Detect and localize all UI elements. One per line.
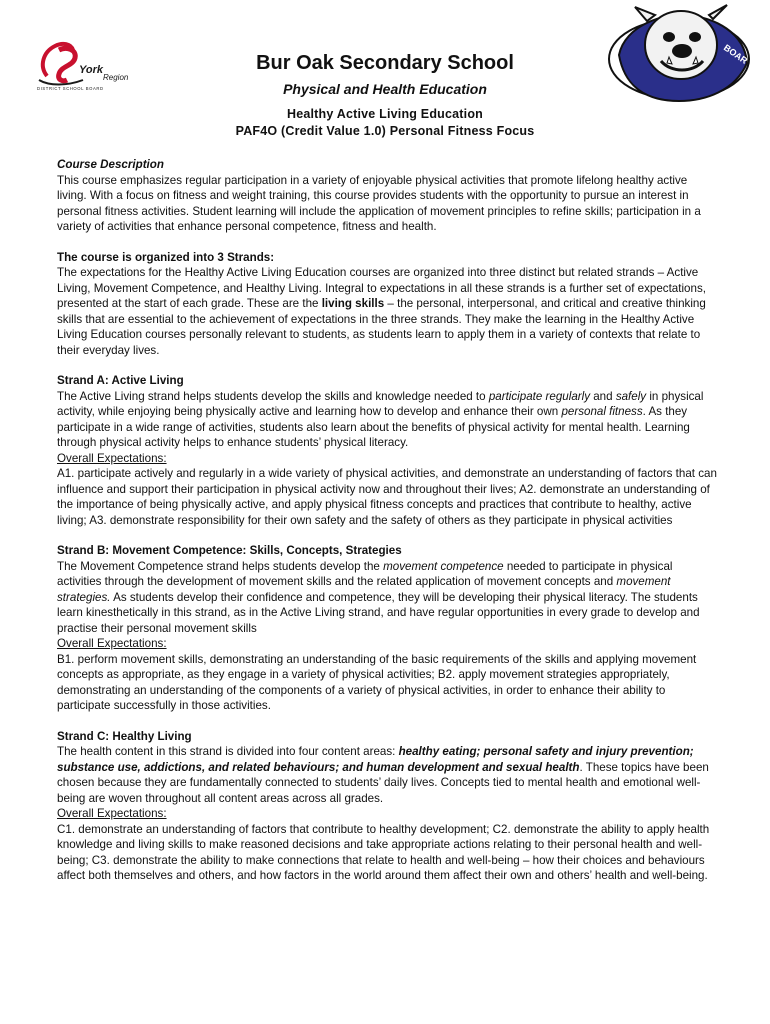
- course-title: Healthy Active Living Education: [286, 107, 484, 121]
- strand-a-expectations: A1. participate actively and regularly in a wide variety of physical activities, and demonstrate an understanding of factors that can influence and support their participation in physical activity now and throughout their lives; A2. demonstrate an understanding of the importance of being physically active, and apply physical fitness concepts and practices that contribute to healthy, active living; A3. demonstrate responsibility for their own safety and the safety of others as they participate in physical activities: [57, 467, 717, 527]
- department-title: Physical and Health Education: [283, 81, 487, 97]
- school-name: Bur Oak Secondary School: [256, 52, 514, 74]
- course-description-heading: Course Description: [57, 158, 164, 171]
- course-code: PAF4O (Credit Value 1.0) Personal Fitness Focus: [235, 124, 535, 138]
- strand-b-text: The Movement Competence strand helps students develop the movement competence needed to participate in physical activities through the development of movement skills and the related application of movement concepts and movement strategies. As students develop their confidence and competence, they will be developing their physical literacy. The students learn kinesthetically in this strand, as in the Active Living strand, and have regular opportunities in every grade to develop and practise their personal movement skills: [57, 559, 700, 635]
- strand-a-overall-label: Overall Expectations:: [57, 451, 167, 465]
- strand-a-section: [57, 373, 717, 528]
- strand-c-text: The health content in this strand is divided into four content areas: healthy eating; personal safety and injury prevention; substance use, addictions, and related behaviours; and human development and sexual health. These topics have been chosen because they are fundamentally connected to students’ daily lives. Concepts tied to mental health and emotional well-being are woven throughout all content areas across all grades.: [57, 745, 709, 805]
- mascot-collar-text: BOAR: [721, 42, 750, 66]
- document-body: [57, 157, 717, 899]
- strands-overview-heading: The course is organized into 3 Strands:: [57, 250, 275, 264]
- strand-c-expectations: C1. demonstrate an understanding of factors that contribute to healthy development; C2. demonstrate the ability to apply health knowledge and living skills to make reasoned decisions and take appropriate actions relating to their personal health and well-being; C3. demonstrate the ability to make connections that relate to health and well-being – how their choices and behaviours affect both themselves and others, and how factors in the world around them affect their own and others’ health and well-being.: [57, 822, 710, 882]
- strand-b-expectations: B1. perform movement skills, demonstrating an understanding of the basic requirements of the skills and applying movement concepts as appropriate, as they engage in a variety of physical activities; B2. apply movement strategies appropriately, demonstrating an understanding of the components of a variety of physical activities, in order to enhance their ability to participate successfully in those activities.: [57, 652, 697, 712]
- strand-c-section: [57, 729, 717, 884]
- strand-a-text: The Active Living strand helps students develop the skills and knowledge needed to participate regularly and safely in physical activity, while enjoying being physically active and learning how to develop and enhance their own personal fitness. As they participate in a wide range of activities, students also learn about the benefits of physical activity for mental health. Learning through physical activity helps to enhance students’ physical literacy.: [57, 389, 704, 449]
- course-description-section: [57, 157, 717, 235]
- strand-b-section: [57, 543, 717, 714]
- strand-a-heading: Strand A: Active Living: [57, 374, 184, 387]
- course-description-text: This course emphasizes regular participation in a variety of enjoyable physical activities that promote lifelong healthy active living. With a focus on fitness and weight training, this course provides students with the opportunity to pursue an interest in personal fitness activities. Student learning will include the application of movement principles to refine skills; participation in a variety of activities that enhance personal competence, fitness and health.: [57, 173, 701, 233]
- board-caption: DISTRICT SCHOOL BOARD: [37, 86, 104, 91]
- region-wordmark: Region: [103, 73, 129, 82]
- strand-c-overall-label: Overall Expectations:: [57, 807, 167, 820]
- strands-overview-text: The expectations for the Healthy Active Living Education courses are organized into three distinct but related strands – Active Living, Movement Competence, and Healthy Living. Integral to expectations in all these strands is a further set of expectations, presented at the start of each grade. These are the living skills – the personal, interpersonal, and critical and creative thinking skills that are essential to the achievement of expectations in the three strands. They make the learning in the Healthy Active Living Education courses personally relevant to students, as students learn to apply them in a variety of contexts that relate to their everyday lives.: [57, 266, 706, 357]
- strands-overview-section: [57, 250, 717, 359]
- strand-b-heading: Strand B: Movement Competence: Skills, Concepts, Strategies: [57, 544, 402, 557]
- strand-b-overall-label: Overall Expectations:: [57, 637, 167, 650]
- strand-c-heading: Strand C: Healthy Living: [57, 729, 192, 743]
- york-wordmark: York: [79, 64, 104, 76]
